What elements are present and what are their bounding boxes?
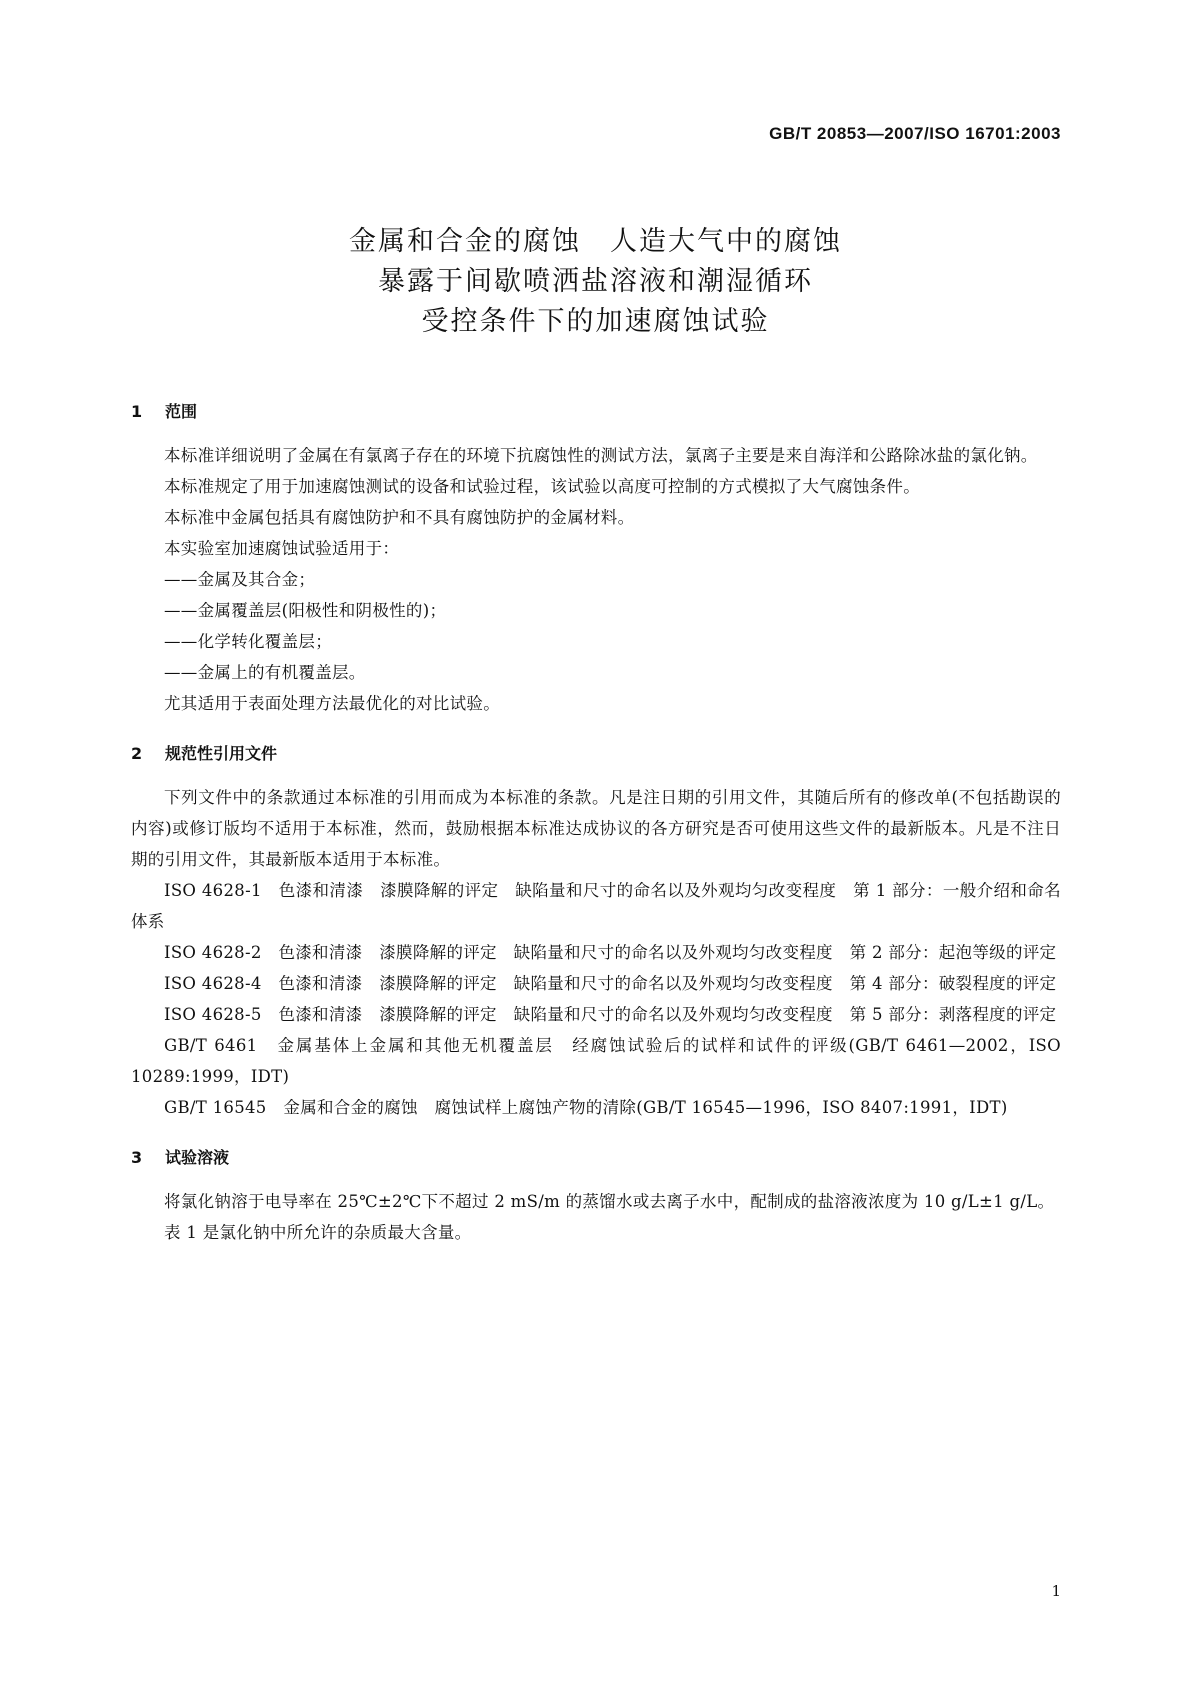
page-number: 1 — [1051, 1582, 1061, 1600]
paragraph: 本标准规定了用于加速腐蚀测试的设备和试验过程，该试验以高度可控制的方式模拟了大气腐蚀条件。 — [164, 477, 920, 496]
reference-item: ISO 4628-1 色漆和清漆 漆膜降解的评定 缺陷量和尺寸的命名以及外观均匀改变程度 第 1 部分：一般介绍和命名体系 — [131, 881, 1061, 931]
paragraph: 本标准中金属包括具有腐蚀防护和不具有腐蚀防护的金属材料。 — [164, 508, 635, 527]
paragraph: 将氯化钠溶于电导率在 25℃±2℃下不超过 2 mS/m 的蒸馏水或去离子水中，配制成的盐溶液浓度为 10 g/L±1 g/L。 — [164, 1192, 1055, 1211]
list-item: ——金属及其合金； — [164, 570, 316, 589]
paragraph: 本标准详细说明了金属在有氯离子存在的环境下抗腐蚀性的测试方法，氯离子主要是来自海洋和公路除冰盐的氯化钠。 — [164, 446, 1038, 465]
section-title: 试验溶液 — [165, 1148, 230, 1167]
standard-number: GB/T 20853—2007/ISO 16701:2003 — [769, 124, 1061, 143]
title-line-1: 金属和合金的腐蚀 人造大气中的腐蚀 — [349, 226, 842, 257]
section-number: 2 — [131, 744, 143, 763]
list-item: ——金属覆盖层(阳极性和阴极性的)； — [164, 601, 447, 620]
section-number: 3 — [131, 1148, 143, 1167]
list-item: ——金属上的有机覆盖层。 — [164, 663, 366, 682]
section-title: 范围 — [165, 402, 198, 421]
title-line-2: 暴露于间歇喷洒盐溶液和潮湿循环 — [378, 266, 813, 297]
section-title: 规范性引用文件 — [165, 744, 278, 763]
paragraph: 尤其适用于表面处理方法最优化的对比试验。 — [164, 694, 500, 713]
reference-item: GB/T 6461 金属基体上金属和其他无机覆盖层 经腐蚀试验后的试样和试件的评级(GB/T 6461—2002，ISO 10289:1999，IDT) — [131, 1036, 1061, 1086]
reference-item: ISO 4628-2 色漆和清漆 漆膜降解的评定 缺陷量和尺寸的命名以及外观均匀改变程度 第 2 部分：起泡等级的评定 — [164, 943, 1057, 962]
list-item: ——化学转化覆盖层； — [164, 632, 332, 651]
paragraph: 下列文件中的条款通过本标准的引用而成为本标准的条款。凡是注日期的引用文件，其随后所有的修改单(不包括勘误的内容)或修订版均不适用于本标准，然而，鼓励根据本标准达成协议的各方研究是否可使用这些文件的最新版本。凡是不注日期的引用文件，其最新版本适用于本标准。 — [131, 788, 1061, 869]
section-heading-normative-references — [131, 740, 1061, 768]
reference-item: ISO 4628-5 色漆和清漆 漆膜降解的评定 缺陷量和尺寸的命名以及外观均匀改变程度 第 5 部分：剥落程度的评定 — [164, 1005, 1057, 1024]
document-body — [131, 398, 1061, 1248]
section-heading-test-solution — [131, 1144, 1061, 1172]
document-title — [0, 222, 1191, 342]
section-number: 1 — [131, 402, 143, 421]
reference-item: GB/T 16545 金属和合金的腐蚀 腐蚀试样上腐蚀产物的清除(GB/T 16545—1996，ISO 8407:1991，IDT) — [164, 1098, 1008, 1117]
title-line-3: 受控条件下的加速腐蚀试验 — [421, 306, 770, 337]
section-heading-scope — [131, 398, 1061, 426]
reference-item: ISO 4628-4 色漆和清漆 漆膜降解的评定 缺陷量和尺寸的命名以及外观均匀改变程度 第 4 部分：破裂程度的评定 — [164, 974, 1057, 993]
paragraph: 表 1 是氯化钠中所允许的杂质最大含量。 — [164, 1223, 472, 1242]
paragraph: 本实验室加速腐蚀试验适用于： — [164, 539, 400, 558]
